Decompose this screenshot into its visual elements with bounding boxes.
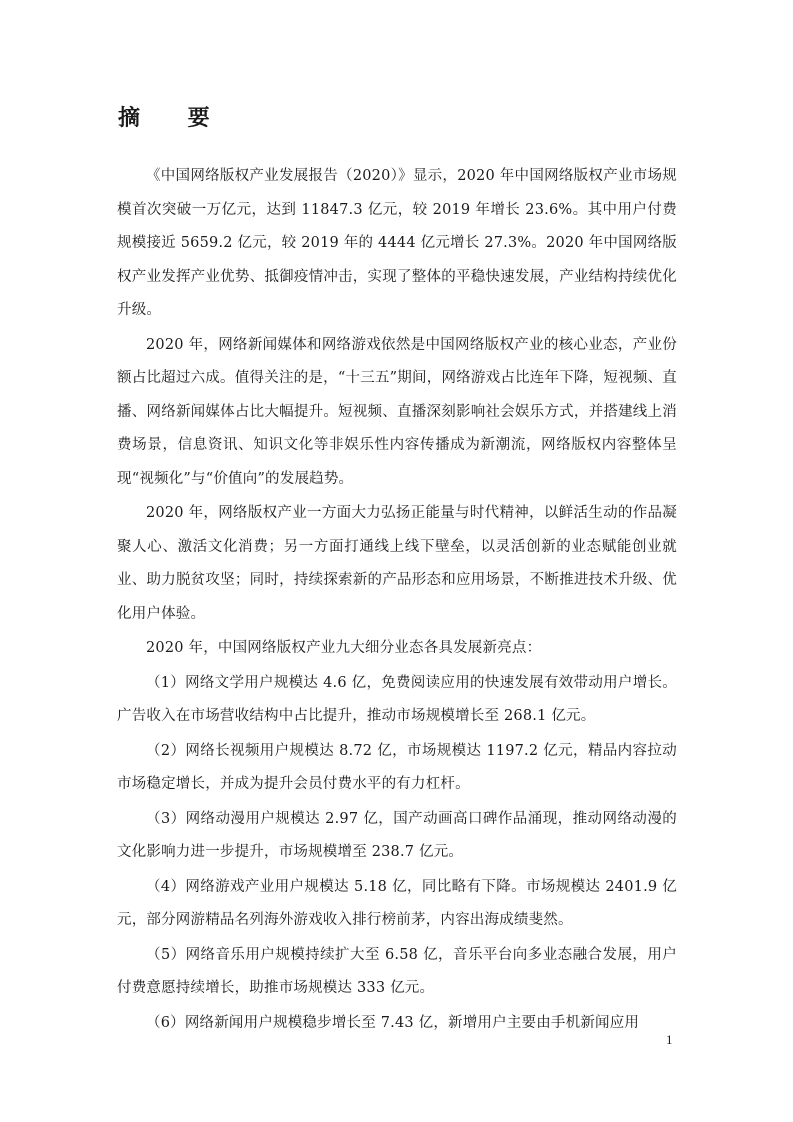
- abstract-body: [117, 160, 677, 1041]
- list-item-literature: （1）网络文学用户规模达 4.6 亿，免费阅读应用的快速发展有效带动用户增长。广告收入在市场营收结构中占比提升，推动市场规模增长至 268.1 亿元。: [117, 674, 677, 724]
- page-title: 摘 要: [118, 106, 230, 131]
- paragraph-1: 《中国网络版权产业发展报告（2020）》显示，2020 年中国网络版权产业市场规模首次突破一万亿元，达到 11847.3 亿元，较 2019 年增长 23.6%。其中用户付费规模接近 5659.2 亿元，较 2019 年的 4444 亿元增长 27.3%。2020 年中国网络版权产业发挥产业优势、抵御疫情冲击，实现了整体的平稳快速发展，产业结构持续优化升级。: [117, 168, 677, 318]
- paragraph-2: 2020 年，网络新闻媒体和网络游戏依然是中国网络版权产业的核心业态，产业份额占比超过六成。值得关注的是，“十三五”期间，网络游戏占比连年下降，短视频、直播、网络新闻媒体占比大幅提升。短视频、直播深刻影响社会娱乐方式，并搭建线上消费场景，信息资讯、知识文化等非娱乐性内容传播成为新潮流，网络版权内容整体呈现“视频化”与“价值向”的发展趋势。: [117, 336, 677, 487]
- page-number: 1: [666, 1032, 673, 1047]
- list-item-long-video: （2）网络长视频用户规模达 8.72 亿，市场规模达 1197.2 亿元，精品内容拉动市场稳定增长，并成为提升会员付费水平的有力杠杆。: [117, 742, 677, 792]
- paragraph-3: 2020 年，网络版权产业一方面大力弘扬正能量与时代精神，以鲜活生动的作品凝聚人心、激活文化消费；另一方面打通线上线下壁垒，以灵活创新的业态赋能创业就业、助力脱贫攻坚；同时，持续探索新的产品形态和应用场景，不断推进技术升级、优化用户体验。: [117, 505, 677, 622]
- list-item-animation: （3）网络动漫用户规模达 2.97 亿，国产动画高口碑作品涌现，推动网络动漫的文化影响力进一步提升，市场规模增至 238.7 亿元。: [117, 810, 677, 860]
- paragraph-4: 2020 年，中国网络版权产业九大细分业态各具发展新亮点：: [146, 640, 542, 656]
- list-item-news: （6）网络新闻用户规模稳步增长至 7.43 亿，新增用户主要由手机新闻应用: [146, 1014, 640, 1031]
- list-item-music: （5）网络音乐用户规模持续扩大至 6.58 亿，音乐平台向多业态融合发展，用户付费意愿持续增长，助推市场规模达 333 亿元。: [117, 946, 677, 996]
- list-item-games: （4）网络游戏产业用户规模达 5.18 亿，同比略有下降。市场规模达 2401.9 亿元，部分网游精品名列海外游戏收入排行榜前茅，内容出海成绩斐然。: [117, 878, 677, 928]
